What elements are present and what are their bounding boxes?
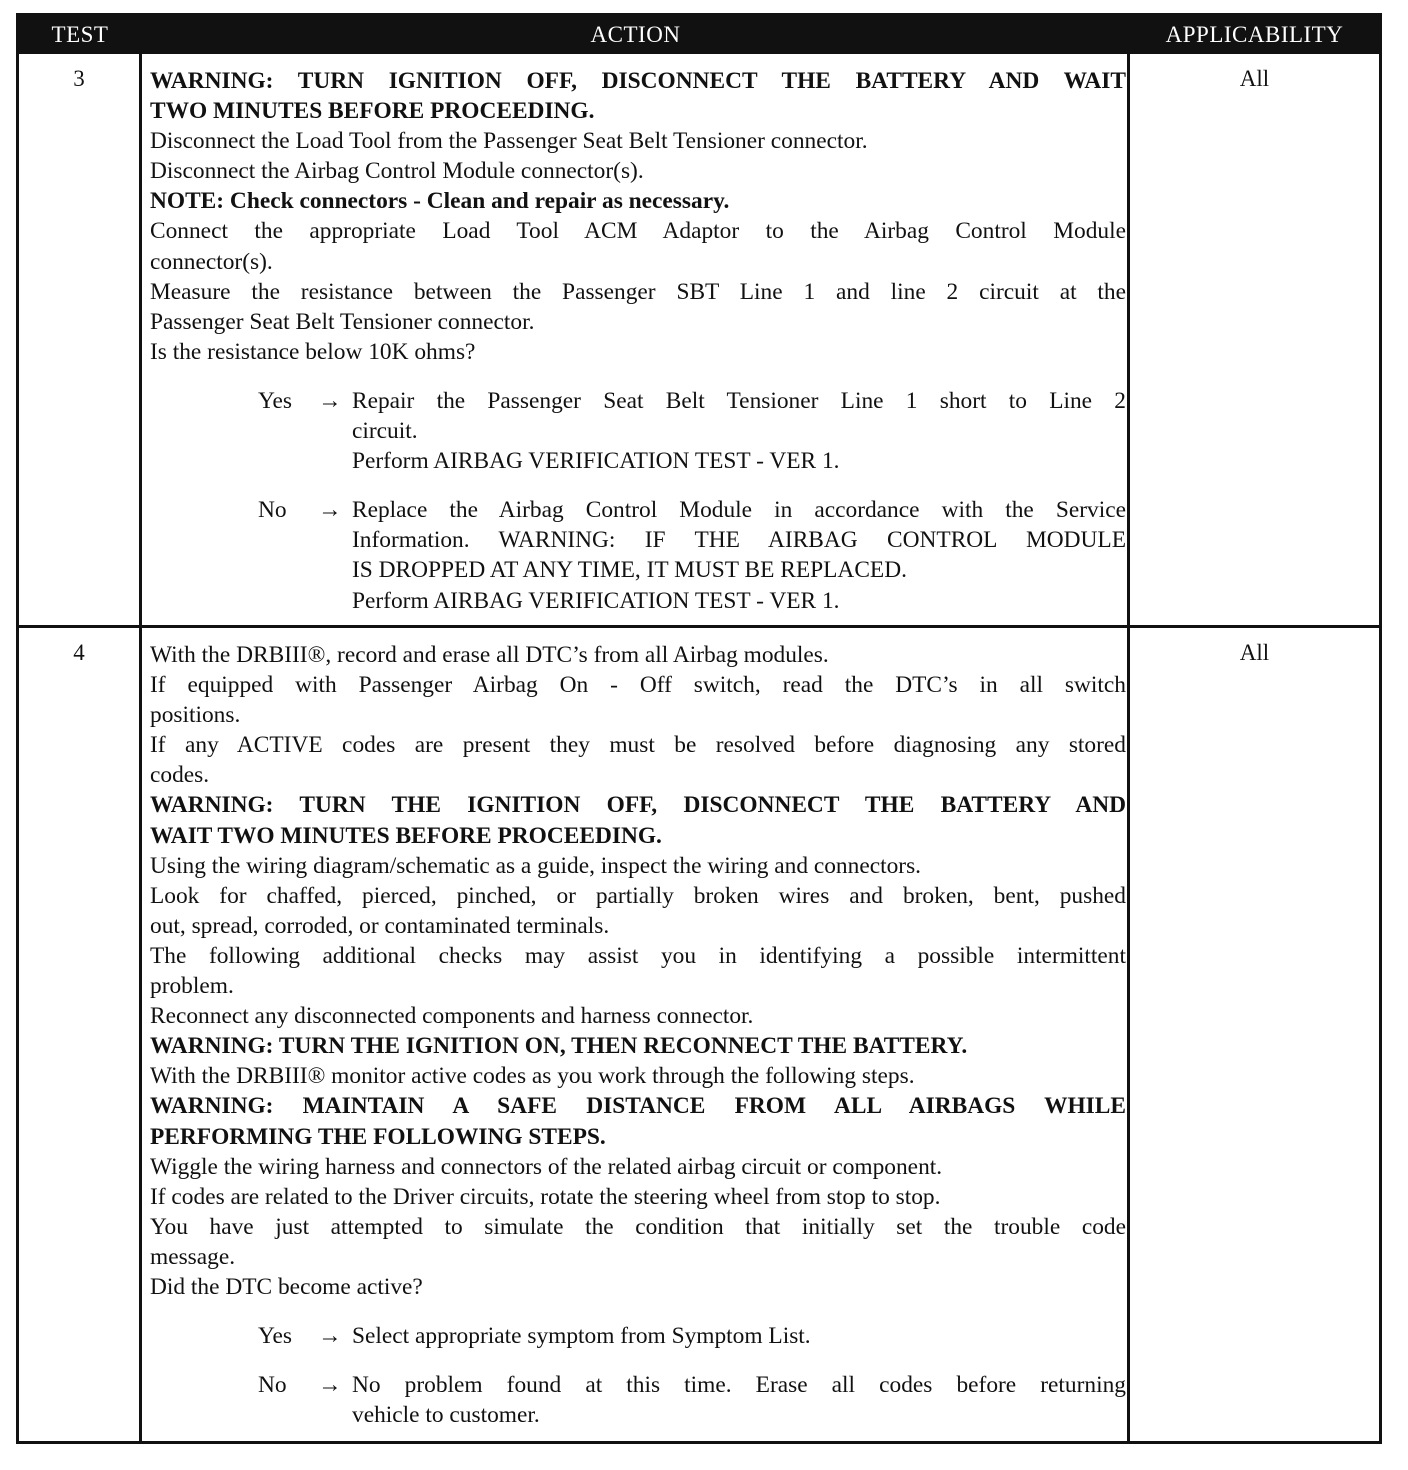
action-text: With the DRBIII® monitor active codes as you work through the following steps. (150, 1063, 915, 1090)
action-text: Using the wiring diagram/schematic as a guide, inspect the wiring and connectors. (150, 852, 922, 879)
action-text: Look for chaffed, pierced, pinched, or partially broken wires and broken, bent, pushed (150, 882, 1126, 909)
column-divider (1127, 54, 1130, 1444)
header-applicability: APPLICABILITY (1165, 22, 1344, 47)
action-text: positions. (150, 702, 241, 729)
yes-answer (258, 1321, 1126, 1351)
action-text: Disconnect the Airbag Control Module connector(s). (150, 158, 644, 185)
arrow-icon: → (318, 1323, 342, 1350)
action-text: Reconnect any disconnected components and harness connector. (150, 1003, 754, 1030)
action-text: Passenger Seat Belt Tensioner connector. (150, 308, 535, 335)
action-text: If codes are related to the Driver circuits, rotate the steering wheel from stop to stop. (150, 1183, 941, 1210)
action-text: Measure the resistance between the Passenger SBT Line 1 and line 2 circuit at the (150, 278, 1126, 305)
yes-answer (258, 386, 1126, 476)
action-text: connector(s). (150, 248, 273, 275)
no-answer (258, 1370, 1126, 1430)
action-text: codes. (150, 762, 210, 789)
header-action: ACTION (590, 22, 681, 47)
answer-text: IS DROPPED AT ANY TIME, IT MUST BE REPLACED. (352, 557, 907, 584)
diagnostic-table (16, 13, 1382, 1444)
no-label: No (258, 1372, 287, 1399)
action-cell (150, 66, 1126, 616)
table-header (19, 16, 1379, 54)
answer-text: Repair the Passenger Seat Belt Tensioner Line 1 short to Line 2 (352, 387, 1126, 414)
answer-text: No problem found at this time. Erase all codes before returning (352, 1372, 1126, 1399)
no-answer (258, 495, 1126, 615)
applicability-value: All (1239, 66, 1270, 91)
action-text: message. (150, 1243, 236, 1270)
action-text: Connect the appropriate Load Tool ACM Adaptor to the Airbag Control Module (150, 218, 1126, 245)
column-divider (139, 54, 142, 1444)
action-text: If equipped with Passenger Airbag On - Off switch, read the DTC’s in all switch (150, 672, 1126, 699)
note-text: NOTE: Check connectors - Clean and repair as necessary. (150, 188, 730, 215)
warning-text: WARNING: MAINTAIN A SAFE DISTANCE FROM ALL AIRBAGS WHILE (150, 1093, 1126, 1120)
warning-text: WARNING: TURN THE IGNITION OFF, DISCONNECT THE BATTERY AND (150, 792, 1126, 819)
action-text: The following additional checks may assist you in identifying a possible intermittent (150, 942, 1126, 969)
answer-text: Perform AIRBAG VERIFICATION TEST - VER 1. (352, 448, 840, 475)
header-test: TEST (51, 22, 109, 47)
arrow-icon: → (318, 497, 342, 524)
action-text: problem. (150, 973, 234, 1000)
warning-text: WAIT TWO MINUTES BEFORE PROCEEDING. (150, 822, 662, 849)
question-text: Is the resistance below 10K ohms? (150, 338, 476, 365)
answer-text: Select appropriate symptom from Symptom List. (352, 1323, 811, 1350)
test-number: 3 (73, 66, 85, 91)
action-text: You have just attempted to simulate the condition that initially set the trouble code (150, 1213, 1126, 1240)
row-divider (19, 625, 1379, 628)
applicability-value: All (1239, 640, 1270, 665)
action-text: Disconnect the Load Tool from the Passenger Seat Belt Tensioner connector. (150, 128, 868, 155)
action-text: out, spread, corroded, or contaminated terminals. (150, 912, 610, 939)
answer-text: Perform AIRBAG VERIFICATION TEST - VER 1. (352, 587, 840, 614)
answer-text: vehicle to customer. (352, 1402, 540, 1429)
action-text: If any ACTIVE codes are present they must be resolved before diagnosing any stored (150, 732, 1126, 759)
warning-text: TWO MINUTES BEFORE PROCEEDING. (150, 98, 595, 125)
no-label: No (258, 497, 287, 524)
action-cell (150, 640, 1126, 1430)
arrow-icon: → (318, 387, 342, 414)
warning-text: WARNING: TURN THE IGNITION ON, THEN RECONNECT THE BATTERY. (150, 1033, 968, 1060)
yes-label: Yes (258, 387, 293, 414)
answer-text: Replace the Airbag Control Module in accordance with the Service (352, 497, 1126, 524)
action-text: Wiggle the wiring harness and connectors of the related airbag circuit or component. (150, 1153, 943, 1180)
yes-label: Yes (258, 1323, 293, 1350)
answer-text: Information. WARNING: IF THE AIRBAG CONTROL MODULE (352, 527, 1126, 554)
question-text: Did the DTC become active? (150, 1273, 423, 1300)
warning-text: WARNING: TURN IGNITION OFF, DISCONNECT THE BATTERY AND WAIT (150, 68, 1126, 94)
action-text: With the DRBIII®, record and erase all DTC’s from all Airbag modules. (150, 642, 829, 668)
answer-text: circuit. (352, 418, 418, 445)
arrow-icon: → (318, 1372, 342, 1399)
test-number: 4 (73, 640, 85, 665)
warning-text: PERFORMING THE FOLLOWING STEPS. (150, 1123, 606, 1150)
